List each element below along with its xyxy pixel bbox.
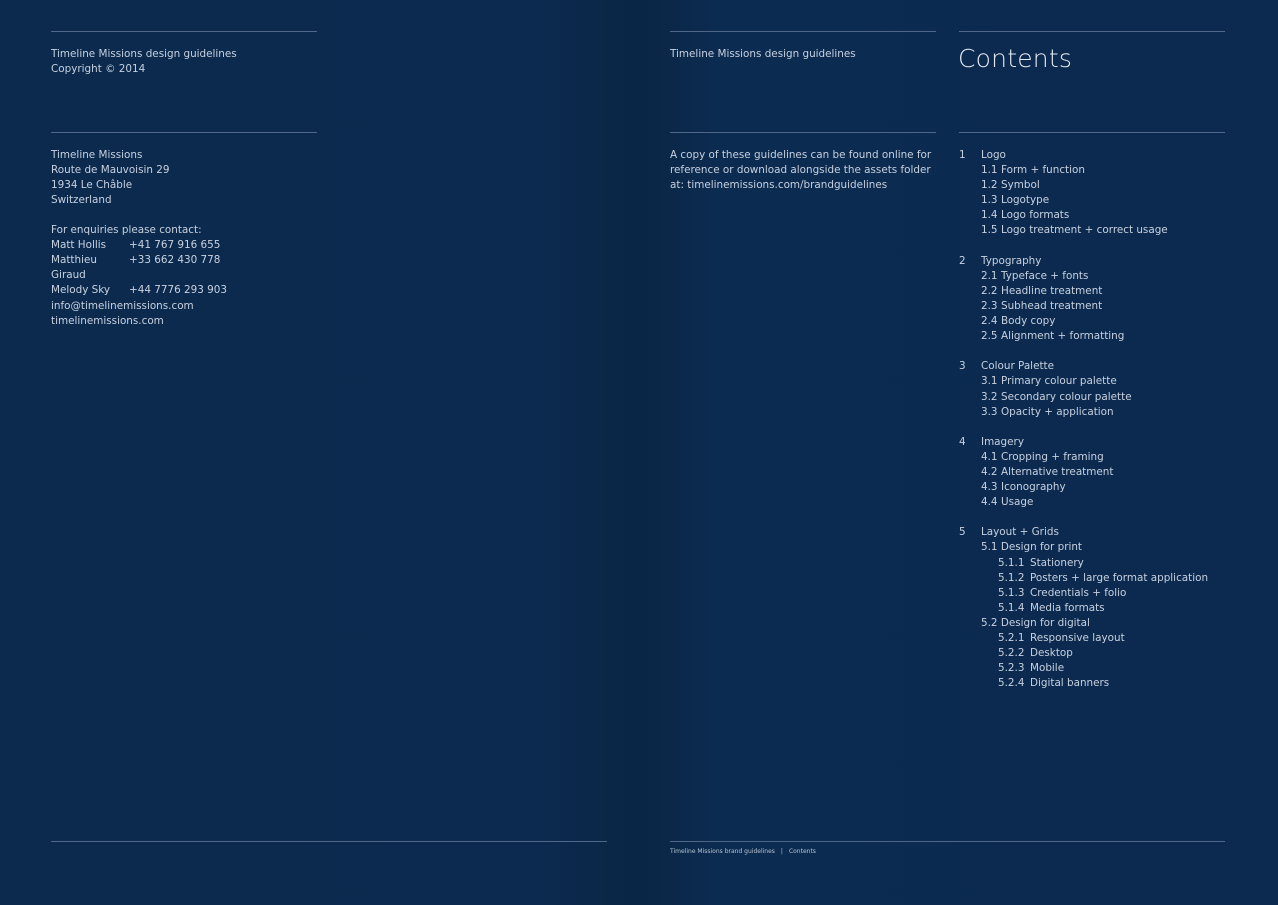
bottom-rule-right	[670, 841, 1225, 842]
toc-item[interactable]	[959, 495, 1208, 510]
intro-line: reference or download alongside the assets folder	[670, 164, 931, 176]
toc-item-num: 2.3	[981, 299, 998, 312]
copyright-text: Copyright © 2014	[51, 63, 146, 75]
toc-item-num: 2.1	[981, 269, 998, 282]
toc-item-title: Responsive layout	[1030, 632, 1125, 644]
page-footer	[670, 847, 816, 856]
toc-item-title: Desktop	[1030, 647, 1073, 660]
toc-section	[959, 435, 1208, 510]
toc-item-num: 2.4	[981, 315, 998, 328]
toc-heading[interactable]	[959, 525, 1208, 540]
toc-item-title: Logotype	[1001, 194, 1050, 207]
toc-section	[959, 525, 1208, 691]
toc-item-num: 4.1	[981, 450, 998, 463]
toc-item[interactable]	[959, 223, 1208, 238]
toc-item[interactable]	[959, 646, 1208, 661]
toc-item-title: Usage	[1001, 496, 1034, 509]
toc-item-title: Subhead treatment	[1001, 299, 1103, 312]
toc-heading[interactable]	[959, 435, 1208, 450]
footer-doc-title: Timeline Missions brand guidelines	[670, 848, 775, 855]
toc-item[interactable]	[959, 631, 1208, 646]
contact-name: Melody Sky	[51, 284, 111, 297]
toc-title: Logo	[981, 149, 1006, 161]
toc-item-title: Primary colour palette	[1001, 375, 1117, 388]
toc-item-title: Typeface + fonts	[1001, 269, 1089, 282]
toc-item[interactable]	[959, 676, 1208, 691]
toc-item-num: 5.2.3	[998, 662, 1025, 675]
toc-item-num: 2.2	[981, 284, 998, 297]
contact-list	[51, 238, 227, 298]
toc-subgroup-label[interactable]: 5.1 Design for print	[981, 541, 1083, 554]
address-rule	[51, 132, 317, 133]
toc-item-num: 5.1.3	[998, 586, 1025, 599]
toc-item[interactable]	[959, 405, 1208, 420]
toc-num: 1	[959, 149, 966, 161]
toc-num: 4	[959, 435, 966, 448]
website-link[interactable]: timelinemissions.com	[51, 315, 164, 327]
toc-num: 2	[959, 254, 966, 267]
contact-phone: +41 767 916 655	[129, 239, 221, 251]
toc-item[interactable]	[959, 163, 1208, 178]
toc-item-num: 5.1.2	[998, 571, 1025, 584]
toc-item[interactable]	[959, 465, 1208, 480]
address-country: Switzerland	[51, 194, 112, 206]
toc-item[interactable]	[959, 329, 1208, 344]
left-header-title: Timeline Missions design guidelines	[51, 48, 237, 60]
toc-item-num: 3.1	[981, 375, 998, 388]
toc-item-title: Iconography	[1001, 481, 1066, 494]
toc-section	[959, 148, 1208, 239]
toc-item-title: Opacity + application	[1001, 405, 1114, 418]
toc-item-num: 1.1	[981, 164, 998, 177]
toc-item-title: Body copy	[1001, 315, 1056, 328]
toc-item-title: Stationery	[1030, 556, 1084, 569]
toc-item-num: 5.2.1	[998, 632, 1025, 644]
toc-item-title: Secondary colour palette	[1001, 390, 1132, 403]
intro-line: A copy of these guidelines can be found online for	[670, 149, 932, 161]
contact-phone: +44 7776 293 903	[129, 284, 227, 297]
toc-item[interactable]	[959, 193, 1208, 208]
toc-item[interactable]	[959, 661, 1208, 676]
toc-item-num: 2.5	[981, 330, 998, 343]
footer-section: Contents	[788, 848, 816, 855]
toc-item-title: Alignment + formatting	[1001, 330, 1125, 343]
table-of-contents	[959, 148, 1208, 706]
contents-title: Contents	[958, 44, 1073, 73]
toc-heading[interactable]	[959, 254, 1208, 269]
toc-item[interactable]	[959, 390, 1208, 405]
toc-subgroup-label[interactable]: 5.2 Design for digital	[981, 616, 1090, 629]
toc-section	[959, 359, 1208, 419]
toc-heading[interactable]	[959, 148, 1208, 163]
intro-line: at: timelinemissions.com/brandguidelines	[670, 179, 888, 191]
toc-item-num: 4.3	[981, 481, 998, 494]
address-company: Timeline Missions	[51, 149, 143, 161]
toc-item-num: 1.3	[981, 194, 998, 207]
toc-item[interactable]	[959, 178, 1208, 193]
toc-heading[interactable]	[959, 359, 1208, 374]
toc-item[interactable]	[959, 299, 1208, 314]
toc-item-num: 5.2.4	[998, 677, 1025, 690]
toc-item-title: Cropping + framing	[1001, 450, 1104, 463]
top-rule-right-b	[959, 31, 1225, 32]
toc-item-title: Media formats	[1030, 601, 1105, 614]
toc-item-title: Mobile	[1030, 662, 1065, 675]
toc-item[interactable]	[959, 284, 1208, 299]
toc-item-num: 4.2	[981, 465, 998, 478]
toc-item-title: Headline treatment	[1001, 284, 1103, 297]
toc-title: Imagery	[981, 435, 1024, 448]
toc-item-num: 3.3	[981, 405, 998, 418]
toc-item-title: Digital banners	[1030, 677, 1110, 690]
toc-title: Typography	[981, 254, 1042, 267]
intro-rule	[670, 132, 936, 133]
toc-item[interactable]	[959, 374, 1208, 389]
toc-section	[959, 254, 1208, 345]
toc-item-num: 4.4	[981, 496, 998, 509]
top-rule-right-a	[670, 31, 936, 32]
contact-name: Matthieu Giraud	[51, 254, 97, 282]
contact-row	[51, 253, 227, 283]
toc-item[interactable]	[959, 208, 1208, 223]
contact-phone: +33 662 430 778	[129, 254, 221, 267]
toc-item[interactable]	[959, 269, 1208, 284]
enquiries-label: For enquiries please contact:	[51, 224, 202, 236]
toc-item[interactable]	[959, 571, 1208, 586]
email-link[interactable]: info@timelinemissions.com	[51, 300, 194, 312]
bottom-rule-left	[51, 841, 607, 842]
toc-item-num: 5.1.1	[998, 556, 1025, 569]
toc-item-num: 1.5	[981, 224, 998, 237]
toc-num: 3	[959, 360, 966, 373]
toc-item-num: 3.2	[981, 390, 998, 403]
toc-item[interactable]	[959, 314, 1208, 329]
toc-item[interactable]	[959, 601, 1208, 616]
toc-item[interactable]	[959, 586, 1208, 601]
right-header-title: Timeline Missions design guidelines	[670, 48, 856, 60]
toc-item-num: 5.1.4	[998, 601, 1025, 614]
toc-item-num: 1.2	[981, 179, 998, 192]
toc-item-title: Credentials + folio	[1030, 586, 1127, 599]
toc-item[interactable]	[959, 480, 1208, 495]
toc-rule	[959, 132, 1225, 133]
toc-item-title: Posters + large format application	[1030, 571, 1209, 584]
toc-item-title: Form + function	[1001, 164, 1085, 177]
address-city: 1934 Le Châble	[51, 179, 133, 191]
top-rule-left	[51, 31, 317, 32]
toc-item-title: Symbol	[1001, 179, 1040, 192]
toc-title: Layout + Grids	[981, 526, 1059, 539]
toc-title: Colour Palette	[981, 360, 1055, 373]
address-street: Route de Mauvoisin 29	[51, 164, 170, 176]
contact-row	[51, 238, 227, 253]
contact-name: Matt Hollis	[51, 239, 107, 251]
toc-item[interactable]	[959, 556, 1208, 571]
footer-separator: |	[780, 848, 783, 855]
toc-item-title: Logo formats	[1001, 209, 1070, 222]
toc-item-title: Alternative treatment	[1001, 465, 1114, 478]
toc-item-num: 1.4	[981, 209, 998, 222]
toc-num: 5	[959, 526, 966, 539]
toc-item-num: 5.2.2	[998, 647, 1025, 660]
contact-row	[51, 283, 227, 298]
toc-item-title: Logo treatment + correct usage	[1001, 224, 1168, 237]
toc-item[interactable]	[959, 450, 1208, 465]
